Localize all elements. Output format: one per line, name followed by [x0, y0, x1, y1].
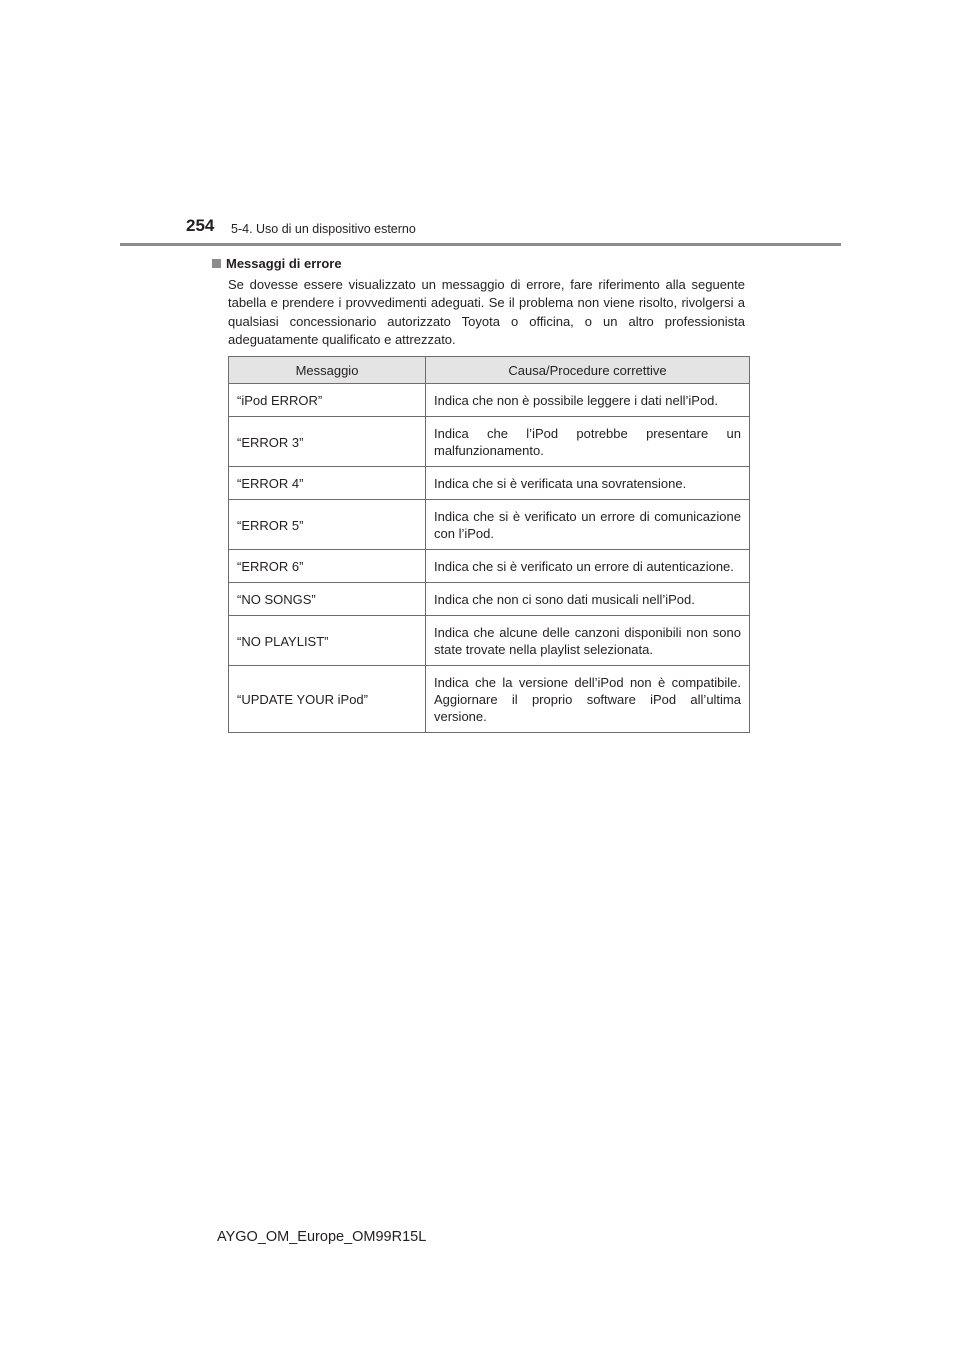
message-cell: “ERROR 5”	[229, 500, 426, 550]
cause-cell: Indica che si è verificata una sovratensione.	[426, 467, 750, 500]
cause-cell: Indica che non ci sono dati musicali nell’iPod.	[426, 583, 750, 616]
cause-cell: Indica che non è possibile leggere i dati nell’iPod.	[426, 384, 750, 417]
table-row	[229, 417, 750, 467]
table-row	[229, 500, 750, 550]
footer-doc-id: AYGO_OM_Europe_OM99R15L	[217, 1229, 427, 1245]
message-cell: “NO SONGS”	[229, 583, 426, 616]
column-header-message: Messaggio	[229, 357, 426, 384]
table-row	[229, 467, 750, 500]
message-cell: “ERROR 4”	[229, 467, 426, 500]
cause-cell: Indica che la versione dell’iPod non è compatibile. Aggiornare il proprio software iPod all’ultima versione.	[426, 666, 750, 733]
message-cell: “iPod ERROR”	[229, 384, 426, 417]
cause-cell: Indica che l’iPod potrebbe presentare un malfunzionamento.	[426, 417, 750, 467]
page-number: 254	[186, 216, 215, 235]
section-title: 5-4. Uso di un dispositivo esterno	[231, 222, 416, 236]
message-cell: “ERROR 6”	[229, 550, 426, 583]
header-rule	[120, 243, 841, 246]
table-row	[229, 666, 750, 733]
table-row	[229, 583, 750, 616]
table-row	[229, 384, 750, 417]
cause-cell: Indica che alcune delle canzoni disponibili non sono state trovate nella playlist selezionata.	[426, 616, 750, 666]
column-header-cause: Causa/Procedure correttive	[426, 357, 750, 384]
section-heading	[212, 256, 342, 271]
intro-paragraph: Se dovesse essere visualizzato un messaggio di errore, fare riferimento alla seguente tabella e prendere i provvedimenti adeguati. Se il problema non viene risolto, rivolgersi a qualsiasi concessionario autorizzato Toyota o officina, o un altro professionista adeguatamente qualificato e attrezzato.	[228, 277, 745, 347]
heading-text: Messaggi di errore	[226, 256, 342, 271]
table-row	[229, 616, 750, 666]
square-bullet-icon	[212, 259, 221, 268]
error-messages-table	[228, 356, 750, 733]
table-row	[229, 550, 750, 583]
message-cell: “ERROR 3”	[229, 417, 426, 467]
message-cell: “NO PLAYLIST”	[229, 616, 426, 666]
cause-cell: Indica che si è verificato un errore di comunicazione con l’iPod.	[426, 500, 750, 550]
cause-cell: Indica che si è verificato un errore di autenticazione.	[426, 550, 750, 583]
table-header-row	[229, 357, 750, 384]
message-cell: “UPDATE YOUR iPod”	[229, 666, 426, 733]
